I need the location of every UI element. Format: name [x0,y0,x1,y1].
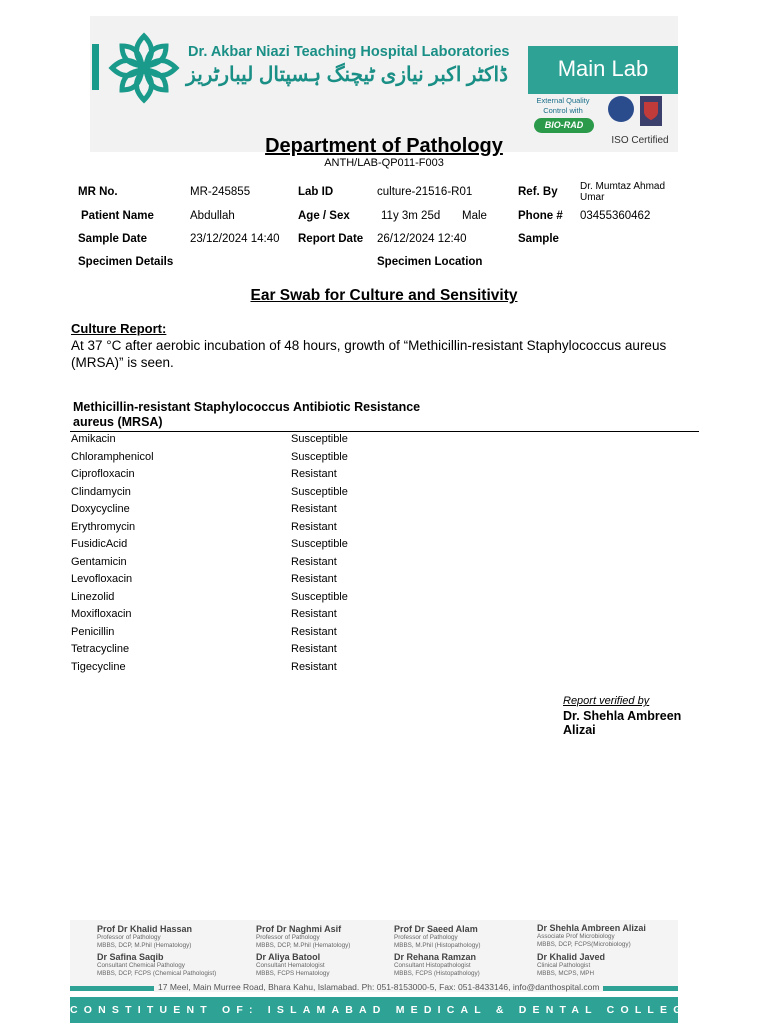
doctor-qualification: MBBS, FCPS (Histopathology) [394,969,480,977]
mr-value: MR-245855 [190,186,251,198]
table-row [71,502,691,520]
drug-name: Amikacin [71,433,116,445]
drug-name: Clindamycin [71,485,131,498]
table-row [71,660,691,678]
age-value: 11y 3m 25d [381,210,441,222]
table-row [71,555,691,573]
doctor-name: Dr Aliya Batool [256,952,321,962]
biorad-logo: BIO-RAD [534,118,594,133]
doctor-title: Professor of Pathology [97,934,161,941]
drug-name: Levofloxacin [71,573,133,585]
lab-id-label: Lab ID [298,186,334,198]
organism-column-header: Methicillin-resistant Staphylococcus aureus (MRSA) [73,400,290,429]
doctor-title: Consultant Histopathologist [394,962,471,969]
table-row [71,467,691,485]
specimen-details-label: Specimen Details [78,256,174,268]
drug-result: Resistant [291,573,337,585]
ukas-shield-icon [640,96,662,126]
doctor-title: Associate Prof Microbiology [537,933,615,940]
drug-result: Susceptible [291,450,348,463]
table-row [71,572,691,590]
drug-result: Susceptible [291,485,348,498]
specimen-location-label: Specimen Location [377,256,483,268]
table-row [71,485,691,503]
drug-result: Resistant [291,520,337,533]
sample-label: Sample [518,233,559,245]
table-row [71,625,691,643]
doctor-qualification: MBBS, DCP, FCPS(Microbiology) [537,940,631,948]
footer-doctor [97,952,247,977]
report-date-label: Report Date [298,233,364,245]
report-date-value: 26/12/2024 12:40 [377,233,467,245]
hospital-name-english: Dr. Akbar Niazi Teaching Hospital Laboratories [188,44,510,60]
sample-date-label: Sample Date [78,233,148,245]
table-row [71,450,691,468]
mr-label: MR No. [78,186,118,198]
drug-name: FusidicAcid [71,538,128,550]
hospital-name-urdu: ڈاکٹر اکبر نیازی ٹیچنگ ہسپتال لیبارٹریز [186,64,508,86]
drug-name: Moxifloxacin [71,608,132,620]
drug-name: Linezolid [71,590,115,603]
doctor-name: Prof Dr Saeed Alam [394,924,478,934]
sensitivity-table [71,432,691,677]
doctor-name: Dr Shehla Ambreen Alizai [537,923,646,933]
footer-address: 17 Meel, Main Murree Road, Bhara Kahu, Islamabad. Ph: 051-8153000-5, Fax: 051-8433146, info@danthospital.com [154,982,603,992]
sample-date-value: 23/12/2024 14:40 [190,233,280,245]
drug-name: Ciprofloxacin [71,468,135,480]
age-sex-label: Age / Sex [298,210,350,222]
drug-name: Chloramphenicol [71,450,154,463]
footer-doctor [537,952,687,977]
footer-doctor [97,924,247,949]
certification-seal-icon [608,96,634,122]
test-title: Ear Swab for Culture and Sensitivity [250,287,518,304]
doctor-qualification: MBBS, DCP, M.Phil (Hematology) [256,941,351,949]
drug-result: Resistant [291,503,337,515]
table-row [71,432,691,450]
footer-doctor [394,952,544,977]
footer-doctor [537,923,687,948]
iso-certified-label: ISO Certified [611,135,669,146]
hospital-logo-icon [108,32,180,104]
doctor-title: Consultant Chemical Pathology [97,962,185,969]
footer-doctor [256,924,406,949]
doctor-title: Clinical Pathologist [537,962,591,969]
drug-result: Susceptible [291,433,348,445]
patient-name-label: Patient Name [81,210,154,222]
drug-result: Resistant [291,660,337,673]
verifier-name: Dr. Shehla Ambreen Alizai [563,709,682,737]
phone-value: 03455360462 [580,210,651,222]
phone-label: Phone # [518,210,563,222]
drug-result: Resistant [291,625,337,638]
sex-value: Male [462,210,487,222]
department-title: Department of Pathology [265,135,503,157]
drug-name: Tigecycline [71,660,126,673]
doctor-name: Dr Safina Saqib [97,952,164,962]
doctor-name: Dr Khalid Javed [537,952,606,962]
document-code: ANTH/LAB-QP011-F003 [324,157,444,169]
drug-result: Susceptible [291,538,348,550]
footer-doctor [394,924,544,949]
drug-name: Gentamicin [71,555,127,568]
report-verified-label: Report verified by [563,695,650,707]
drug-result: Susceptible [291,590,348,603]
drug-name: Penicillin [71,625,115,638]
doctor-title: Professor of Pathology [394,934,458,941]
doctor-qualification: MBBS, MCPS, MPH [537,969,595,977]
table-row [71,520,691,538]
drug-name: Tetracycline [71,643,130,655]
drug-result: Resistant [291,468,337,480]
eqc-line-1: External Quality [536,96,590,105]
ref-by-label: Ref. By [518,186,558,198]
table-row [71,607,691,625]
footer-doctor [256,952,406,977]
table-row [71,537,691,555]
culture-report-text: At 37 °C after aerobic incubation of 48 hours, growth of “Methicillin-resistant Staphylococcus aureus (MRSA)” is seen. [71,338,667,370]
eqc-line-2: Control with [543,106,583,115]
doctor-name: Prof Dr Khalid Hassan [97,924,193,934]
drug-result: Resistant [291,643,337,655]
resistance-column-header: Antibiotic Resistance [293,400,421,414]
doctor-qualification: MBBS, DCP, M.Phil (Hematology) [97,941,192,949]
culture-report-heading: Culture Report: [71,321,167,336]
drug-name: Erythromycin [71,520,136,533]
main-lab-label: Main Lab [557,56,649,81]
doctor-qualification: MBBS, FCPS Hematology [256,969,330,977]
table-row [71,590,691,608]
drug-result: Resistant [291,608,337,620]
doctor-title: Consultant Hematologist [256,962,325,969]
drug-result: Resistant [291,555,337,568]
constituent-banner: CONSTITUENT OF: ISLAMABAD MEDICAL & DENTAL COLLEGE [70,997,678,1023]
ref-by-value: Dr. Mumtaz Ahmad Umar [580,181,666,203]
doctor-qualification: MBBS, M.Phil (Histopathology) [394,941,481,949]
lab-id-value: culture-21516-R01 [377,186,473,198]
patient-name-value: Abdullah [190,210,235,222]
doctor-title: Professor of Pathology [256,934,320,941]
table-row [71,642,691,660]
drug-name: Doxycycline [71,503,130,515]
accent-bar [92,44,99,90]
doctor-name: Dr Rehana Ramzan [394,952,477,962]
doctor-name: Prof Dr Naghmi Asif [256,924,342,934]
external-quality-note [530,96,596,116]
doctor-qualification: MBBS, DCP, FCPS (Chemical Pathologist) [97,969,217,977]
